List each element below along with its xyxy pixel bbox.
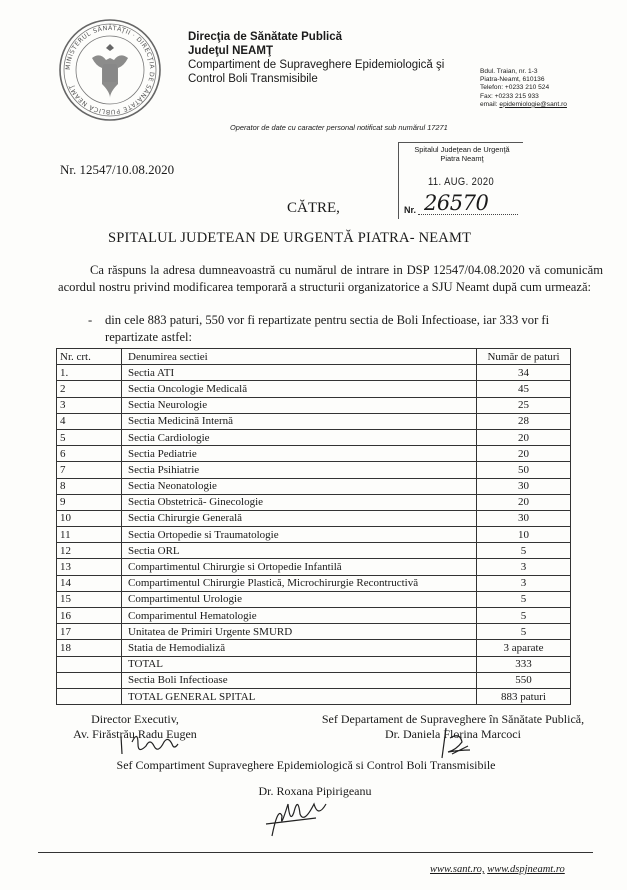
cell-beds: 20 bbox=[477, 429, 571, 445]
cell-nr: 14 bbox=[57, 575, 122, 591]
table-row bbox=[57, 462, 571, 478]
header-nr: Nr. crt. bbox=[57, 349, 122, 365]
table-row bbox=[57, 591, 571, 607]
cell-section: TOTAL GENERAL SPITAL bbox=[122, 688, 477, 704]
body-paragraph: Ca răspuns la adresa dumneavoastră cu numărul de intrare in DSP 12547/04.08.2020 vă comunicăm acordul nostru privind modificarea temporară a structurii organizatorice a SJU Neamt după cum urmează: bbox=[58, 263, 603, 294]
table-row bbox=[57, 624, 571, 640]
cell-beds: 30 bbox=[477, 510, 571, 526]
footer-divider bbox=[38, 852, 593, 853]
table-row bbox=[57, 478, 571, 494]
table-row bbox=[57, 608, 571, 624]
stamp-line-2: Piatra Neamţ bbox=[440, 154, 484, 163]
header-section: Denumirea sectiei bbox=[122, 349, 477, 365]
cell-section: TOTAL bbox=[122, 656, 477, 672]
cell-section: Unitatea de Primiri Urgente SMURD bbox=[122, 624, 477, 640]
cell-section: Sectia Pediatrie bbox=[122, 446, 477, 462]
cell-section: Compartimentul Urologie bbox=[122, 591, 477, 607]
cell-nr: 5 bbox=[57, 429, 122, 445]
department-line-2: Control Boli Transmisibile bbox=[188, 73, 318, 85]
wards-table bbox=[56, 348, 571, 705]
table-row bbox=[57, 429, 571, 445]
table-row bbox=[57, 527, 571, 543]
email-link[interactable]: epidemiologie@sant.ro bbox=[499, 100, 567, 108]
stamp-nr-label: Nr. bbox=[404, 205, 417, 215]
cell-nr: 1. bbox=[57, 365, 122, 381]
cell-section: Comparimentul Hematologie bbox=[122, 608, 477, 624]
cell-nr: 10 bbox=[57, 510, 122, 526]
cell-section: Sectia Cardiologie bbox=[122, 429, 477, 445]
operator-note: Operator de date cu caracter personal notificat sub numărul 17271 bbox=[230, 123, 448, 132]
table-row bbox=[57, 365, 571, 381]
signature-middle-name: Dr. Roxana Pipirigeanu bbox=[258, 784, 372, 798]
table-row bbox=[57, 543, 571, 559]
cell-nr: 3 bbox=[57, 397, 122, 413]
cell-beds: 50 bbox=[477, 462, 571, 478]
email-line bbox=[480, 101, 567, 109]
department-head-name: Dr. Daniela Florina Marcoci bbox=[385, 727, 521, 741]
stamp-date: 11. AUG. 2020 bbox=[428, 176, 495, 188]
cell-section: Sectia Obstetrică- Ginecologie bbox=[122, 494, 477, 510]
department-line-1: Compartiment de Supraveghere Epidemiologică şi bbox=[188, 59, 445, 71]
cell-section: Sectia Neurologie bbox=[122, 397, 477, 413]
cell-beds: 550 bbox=[477, 672, 571, 688]
table-row bbox=[57, 559, 571, 575]
cell-beds: 28 bbox=[477, 413, 571, 429]
cell-nr: 2 bbox=[57, 381, 122, 397]
institution-header bbox=[188, 30, 444, 86]
director-signature bbox=[116, 728, 196, 758]
table-row bbox=[57, 381, 571, 397]
contact-block bbox=[480, 68, 567, 109]
cell-section: Sectia Ortopedie si Traumatologie bbox=[122, 527, 477, 543]
cell-beds: 30 bbox=[477, 478, 571, 494]
table-row bbox=[57, 510, 571, 526]
cell-nr: 15 bbox=[57, 591, 122, 607]
cell-beds: 5 bbox=[477, 591, 571, 607]
phone: Telefon: +0233 210 524 bbox=[480, 84, 550, 92]
department-head-title: Sef Departament de Supraveghere în Sănătate Publică, bbox=[321, 712, 585, 726]
institution-seal bbox=[58, 18, 162, 122]
footer-links bbox=[430, 864, 565, 875]
table-row bbox=[57, 575, 571, 591]
institution-name: Direcţia de Sănătate Publică bbox=[188, 31, 343, 43]
cell-beds: 5 bbox=[477, 624, 571, 640]
cell-nr: 4 bbox=[57, 413, 122, 429]
cell-nr: 6 bbox=[57, 446, 122, 462]
institution-county: Judeţul NEAMŢ bbox=[188, 45, 273, 57]
email-label: email: bbox=[480, 100, 500, 108]
stamp-line-1: Spitalul Judeţean de Urgenţă bbox=[414, 145, 510, 154]
cell-beds: 3 aparate bbox=[477, 640, 571, 656]
cell-beds: 5 bbox=[477, 608, 571, 624]
cell-beds: 20 bbox=[477, 494, 571, 510]
cell-nr: 7 bbox=[57, 462, 122, 478]
cell-beds: 20 bbox=[477, 446, 571, 462]
seal-text: MINISTERUL SĂNĂTĂŢII · DIRECŢIA DE SĂNĂTATE PUBLICĂ NEAMŢ bbox=[64, 24, 156, 116]
cell-beds: 883 paturi bbox=[477, 688, 571, 704]
cell-nr: 18 bbox=[57, 640, 122, 656]
cell-section: Sectia Oncologie Medicală bbox=[122, 381, 477, 397]
cell-beds: 10 bbox=[477, 527, 571, 543]
footer-link-dsp[interactable]: www.dspjneamt.ro bbox=[487, 864, 565, 875]
table-row bbox=[57, 446, 571, 462]
table-header-row bbox=[57, 349, 571, 365]
table-row bbox=[57, 413, 571, 429]
address-line-1: Bdul. Traian, nr. 1-3 bbox=[480, 68, 538, 75]
cell-nr bbox=[57, 672, 122, 688]
bullet-dash: - bbox=[88, 313, 93, 327]
cell-beds: 3 bbox=[477, 559, 571, 575]
to-label: CĂTRE, bbox=[287, 200, 340, 216]
table-row bbox=[57, 688, 571, 704]
cell-nr bbox=[57, 688, 122, 704]
table-row bbox=[57, 672, 571, 688]
footer-link-sant[interactable]: www.sant.ro, bbox=[430, 864, 485, 875]
cell-nr: 16 bbox=[57, 608, 122, 624]
cell-nr: 17 bbox=[57, 624, 122, 640]
cell-section: Compartimentul Chirurgie Plastică, Microchirurgie Recontructivă bbox=[122, 575, 477, 591]
table-row bbox=[57, 397, 571, 413]
cell-beds: 45 bbox=[477, 381, 571, 397]
header-beds: Număr de paturi bbox=[477, 349, 571, 365]
cell-nr: 8 bbox=[57, 478, 122, 494]
table-row bbox=[57, 640, 571, 656]
cell-beds: 25 bbox=[477, 397, 571, 413]
cell-nr: 11 bbox=[57, 527, 122, 543]
cell-nr: 12 bbox=[57, 543, 122, 559]
cell-section: Statia de Hemodializă bbox=[122, 640, 477, 656]
director-name: Av. Firăstrău Radu Eugen bbox=[73, 727, 197, 741]
cell-beds: 34 bbox=[477, 365, 571, 381]
cell-section: Sectia Chirurgie Generală bbox=[122, 510, 477, 526]
stamp-handwritten-number: 26570 bbox=[424, 191, 489, 215]
cell-section: Sectia Neonatologie bbox=[122, 478, 477, 494]
signature-middle-title: Sef Compartiment Supraveghere Epidemiologică si Control Boli Transmisibile bbox=[116, 758, 496, 772]
fax: Fax: +0233 215 933 bbox=[480, 92, 539, 100]
registration-number: Nr. 12547/10.08.2020 bbox=[60, 162, 175, 177]
stamp-title bbox=[404, 145, 520, 163]
cell-section: Sectia Boli Infectioase bbox=[122, 672, 477, 688]
table-row bbox=[57, 494, 571, 510]
cell-section: Sectia Medicină Internă bbox=[122, 413, 477, 429]
bullet-text: din cele 883 paturi, 550 vor fi repartizate pentru sectia de Boli Infectioase, iar 333 vor fi repartizate astfel: bbox=[105, 313, 550, 344]
cell-beds: 5 bbox=[477, 543, 571, 559]
cell-beds: 333 bbox=[477, 656, 571, 672]
cell-nr: 9 bbox=[57, 494, 122, 510]
recipient: SPITALUL JUDETEAN DE URGENTĂ PIATRA- NEAMT bbox=[108, 230, 472, 246]
cell-section: Sectia Psihiatrie bbox=[122, 462, 477, 478]
table-row bbox=[57, 656, 571, 672]
cell-beds: 3 bbox=[477, 575, 571, 591]
cell-section: Compartimentul Chirurgie si Ortopedie Infantilă bbox=[122, 559, 477, 575]
cell-section: Sectia ORL bbox=[122, 543, 477, 559]
director-title: Director Executiv, bbox=[91, 712, 179, 726]
address-line-2: Piatra-Neamt, 610136 bbox=[480, 76, 545, 84]
cell-section: Sectia ATI bbox=[122, 365, 477, 381]
epidemiology-head-signature bbox=[262, 802, 342, 842]
cell-nr bbox=[57, 656, 122, 672]
cell-nr: 13 bbox=[57, 559, 122, 575]
